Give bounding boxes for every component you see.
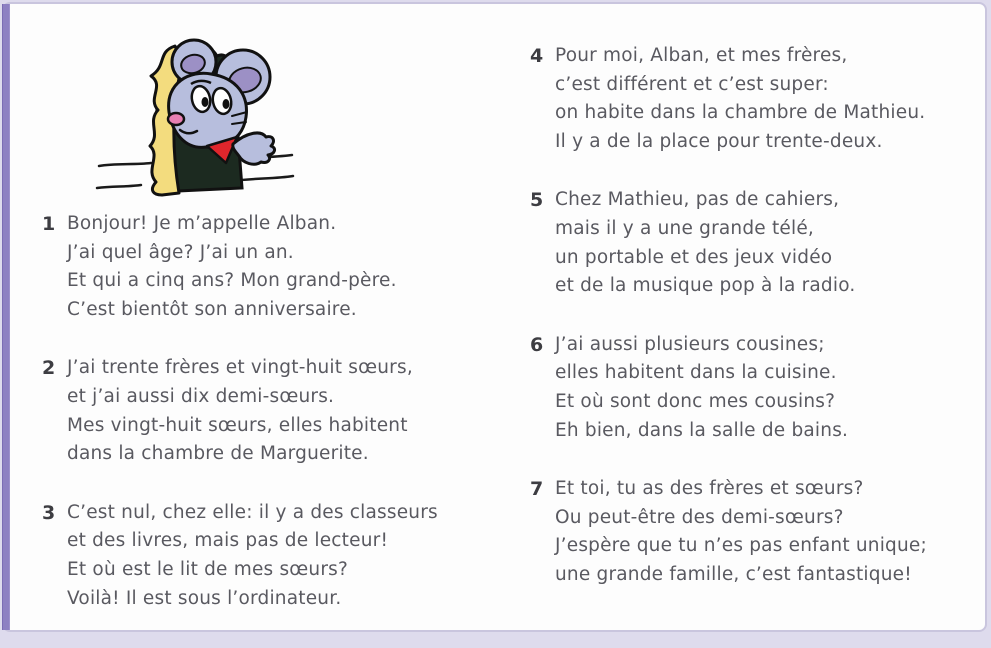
verse-line: Voilà! Il est sous l’ordinateur. [67,587,342,609]
verse-line: Mes vingt-huit sœurs, elles habitent [67,414,408,436]
verse-line: et des livres, mais pas de lecteur! [67,530,389,552]
verse-line: Et qui a cinq ans? Mon grand-père. [67,270,397,292]
verse-number: 4 [530,45,544,67]
left-column [42,210,502,643]
verse-number: 3 [42,501,56,524]
verse-line: Chez Mathieu, pas de cahiers, [555,189,840,211]
verse-line: J’ai trente frères et vingt-huit sœurs, [67,357,413,379]
verse-3 [42,499,502,613]
verse-line: on habite dans la chambre de Mathieu. [555,102,926,124]
verse-6 [530,331,980,445]
verse-1 [42,210,502,324]
accent-strip [2,4,10,630]
verse-line: et j’ai aussi dix demi-sœurs. [67,385,335,407]
verse-line: Et toi, tu as des frères et sœurs? [555,478,864,500]
verse-line: dans la chambre de Marguerite. [67,443,369,465]
mouse-nose [168,113,184,125]
verse-line: C’est bientôt son anniversaire. [67,298,357,320]
mouse-illustration [95,20,295,210]
verse-line: c’est différent et c’est super: [555,73,829,95]
verse-line: C’est nul, chez elle: il y a des classeurs [67,501,438,523]
verse-line: Pour moi, Alban, et mes frères, [555,45,848,66]
verse-line: Eh bien, dans la salle de bains. [555,419,849,441]
verse-2 [42,354,502,468]
verse-4 [530,42,980,156]
verse-number: 1 [42,213,56,235]
right-column [530,42,980,620]
verse-line: J’ai aussi plusieurs cousines; [555,333,825,355]
verse-5 [530,186,980,300]
verse-number: 5 [530,189,544,212]
verse-line: une grande famille, c’est fantastique! [555,563,912,585]
verse-line: mais il y a une grande télé, [555,217,814,239]
verse-line: Il y a de la place pour trente-deux. [555,130,883,152]
verse-number: 6 [530,333,544,356]
verse-line: Et où est le lit de mes sœurs? [67,558,348,580]
verse-line: J’espère que tu n’es pas enfant unique; [555,535,927,557]
verse-line: Et où sont donc mes cousins? [555,390,836,412]
verse-7 [530,475,980,589]
verse-line: elles habitent dans la cuisine. [555,362,837,384]
verse-line: Bonjour! Je m’appelle Alban. [67,213,337,234]
verse-line: et de la musique pop à la radio. [555,275,856,297]
verse-number: 7 [530,478,544,501]
verse-line: J’ai quel âge? J’ai un an. [67,241,294,263]
verse-line: un portable et des jeux vidéo [555,246,833,268]
verse-line: Ou peut-être des demi-sœurs? [555,506,844,528]
verse-number: 2 [42,357,56,380]
